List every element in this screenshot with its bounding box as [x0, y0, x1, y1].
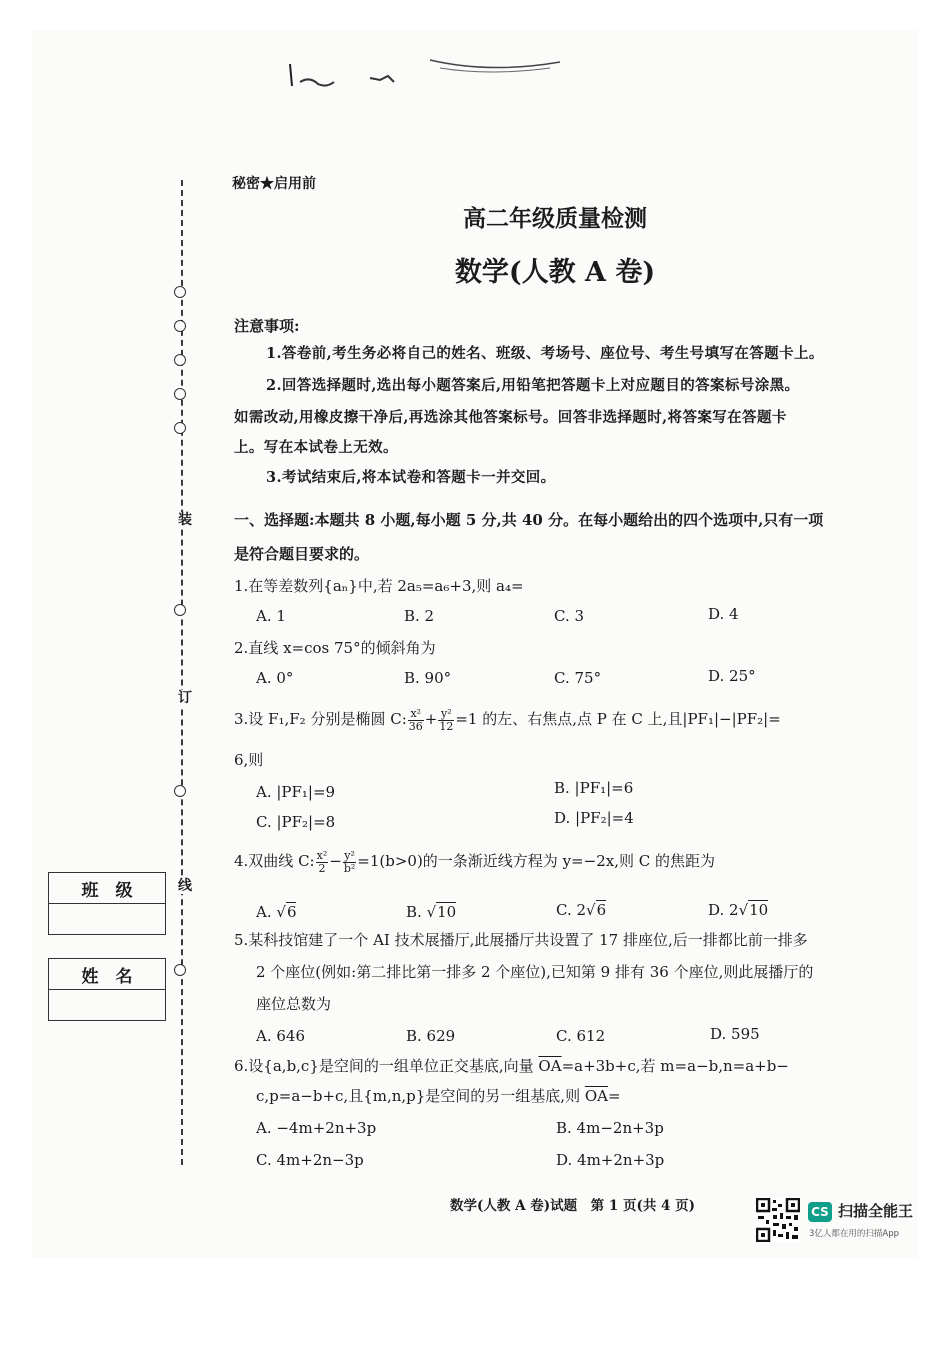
- question-1-stem: 1.在等差数列{aₙ}中,若 2a₅=a₆+3,则 a₄=: [234, 577, 524, 595]
- notice-item: 上。写在本试卷上无效。: [234, 439, 398, 456]
- section-heading: 一、选择题:本题共 8 小题,每小题 5 分,共 40 分。在每小题给出的四个选项中,只有一项: [234, 511, 824, 529]
- q6-option-d: D. 4m+2n+3p: [556, 1151, 665, 1169]
- q3-frac-y: $\frac{\text{y²}}{12}$: [439, 706, 454, 733]
- question-6-stem-cont: c,p=a−b+c,且{m,n,p}是空间的另一组基底,则 $\overline{OA}=$: [256, 1087, 621, 1105]
- q5-option-d: D. 595: [710, 1025, 760, 1043]
- q3-option-d: D. |PF₂|=4: [554, 809, 634, 827]
- name-field[interactable]: [49, 990, 165, 1020]
- q4-frac-x: $\frac{\text{x²}}{2}$: [316, 848, 328, 875]
- q4-option-a: A. √6: [256, 903, 297, 921]
- notice-item: 3.考试结束后,将本试卷和答题卡一并交回。: [266, 469, 556, 486]
- question-2-stem: 2.直线 x=cos 75°的倾斜角为: [234, 639, 436, 657]
- question-5-stem: 5.某科技馆建了一个 AI 技术展播厅,此展播厅共设置了 17 排座位,后一排都比前一排多: [234, 931, 808, 949]
- binding-hole: [174, 422, 186, 434]
- name-label: 姓 名: [49, 959, 165, 990]
- q6-option-a: A. −4m+2n+3p: [256, 1119, 377, 1137]
- question-6-stem: 6.设{a,b,c}是空间的一组单位正交基底,向量 $\overline{OA}=a+3b+c$,若 m=a−b,n=a+b−: [234, 1057, 789, 1075]
- notice-item: 1.答卷前,考生务必将自己的姓名、班级、考场号、座位号、考生号填写在答题卡上。: [266, 345, 824, 362]
- notice-item: 如需改动,用橡皮擦干净后,再选涂其他答案标号。回答非选择题时,将答案写在答题卡: [234, 409, 787, 426]
- q4-suffix: =1(b>0)的一条渐近线方程为 y=−2x,则 C 的焦距为: [357, 852, 715, 870]
- binding-hole: [174, 785, 186, 797]
- binding-hole: [174, 354, 186, 366]
- q2-option-b: B. 90°: [404, 669, 452, 687]
- q2-option-a: A. 0°: [256, 669, 294, 687]
- binding-char-xian: 线: [178, 878, 192, 894]
- scan-artifact: [270, 56, 620, 90]
- q6-option-b: B. 4m−2n+3p: [556, 1119, 664, 1137]
- q3-option-c: C. |PF₂|=8: [256, 813, 336, 831]
- class-label: 班 级: [49, 873, 165, 904]
- camscanner-logo: CS: [808, 1202, 832, 1222]
- camscanner-slogan: 3亿人都在用的扫描App: [809, 1229, 900, 1239]
- qr-code-icon: [756, 1198, 800, 1242]
- q4-option-b: B. √10: [406, 903, 457, 921]
- class-field[interactable]: [49, 904, 165, 934]
- q5-option-c: C. 612: [556, 1027, 606, 1045]
- binding-char-ding: 订: [178, 690, 192, 706]
- q4-option-d: D. 2√10: [708, 901, 769, 919]
- q1-option-a: A. 1: [256, 607, 286, 625]
- question-3-stem: 3.设 F₁,F₂ 分别是椭圆 C: $\frac{\text{x²}}{36}$ + $\frac{\text{y²}}{12}$ =1 的左、右焦点,点 P 在 C 上,且|PF₁|−|PF₂|=: [234, 706, 781, 733]
- q3-suffix: =1 的左、右焦点,点 P 在 C 上,且|PF₁|−|PF₂|=: [455, 710, 781, 728]
- q1-option-c: C. 3: [554, 607, 585, 625]
- binding-hole: [174, 964, 186, 976]
- class-box: [48, 872, 166, 935]
- q1-option-b: B. 2: [404, 607, 435, 625]
- q4-option-c: C. 2√6: [556, 901, 607, 919]
- page-footer: 数学(人教 A 卷)试题 第 1 页(共 4 页): [450, 1198, 696, 1214]
- vector-oa: $\overline{OA}$: [538, 1057, 562, 1075]
- section-heading-cont: 是符合题目要求的。: [234, 545, 370, 563]
- vector-oa: $\overline{OA}$: [584, 1087, 608, 1105]
- q4-frac-y: $\frac{\text{y²}}{\text{b²}}$: [343, 848, 356, 875]
- q6-option-c: C. 4m+2n−3p: [256, 1151, 364, 1169]
- q5-option-b: B. 629: [406, 1027, 456, 1045]
- notice-item: 2.回答选择题时,选出每小题答案后,用铅笔把答题卡上对应题目的答案标号涂黑。: [266, 377, 800, 394]
- name-box: [48, 958, 166, 1021]
- binding-hole: [174, 388, 186, 400]
- q3-option-b: B. |PF₁|=6: [554, 779, 634, 797]
- q1-option-d: D. 4: [708, 605, 739, 623]
- q3-option-a: A. |PF₁|=9: [256, 783, 336, 801]
- camscanner-name: 扫描全能王: [838, 1202, 914, 1220]
- q3-frac-x: $\frac{\text{x²}}{36}$: [408, 706, 423, 733]
- question-5-stem-cont: 2 个座位(例如:第二排比第一排多 2 个座位),已知第 9 排有 36 个座位,则此展播厅的: [256, 963, 814, 981]
- q4-prefix: 4.双曲线 C:: [234, 852, 315, 870]
- binding-hole: [174, 604, 186, 616]
- q2-option-d: D. 25°: [708, 667, 756, 685]
- q3-prefix: 3.设 F₁,F₂ 分别是椭圆 C:: [234, 710, 407, 728]
- exam-title: 高二年级质量检测: [463, 205, 647, 232]
- q2-option-c: C. 75°: [554, 669, 602, 687]
- question-5-stem-cont: 座位总数为: [256, 995, 332, 1013]
- question-4-stem: 4.双曲线 C: $\frac{\text{x²}}{2}$ − $\frac{\text{y²}}{\text{b²}}$ =1(b>0)的一条渐近线方程为 y=−2x,则 C 的焦距为: [234, 848, 715, 875]
- q5-option-a: A. 646: [256, 1027, 305, 1045]
- binding-char-zhuang: 装: [178, 512, 192, 528]
- binding-hole: [174, 320, 186, 332]
- notice-heading: 注意事项:: [234, 317, 300, 335]
- secret-mark: 秘密★启用前: [232, 176, 316, 192]
- exam-subtitle: 数学(人教 A 卷): [454, 257, 656, 288]
- question-3-stem-cont: 6,则: [234, 751, 264, 769]
